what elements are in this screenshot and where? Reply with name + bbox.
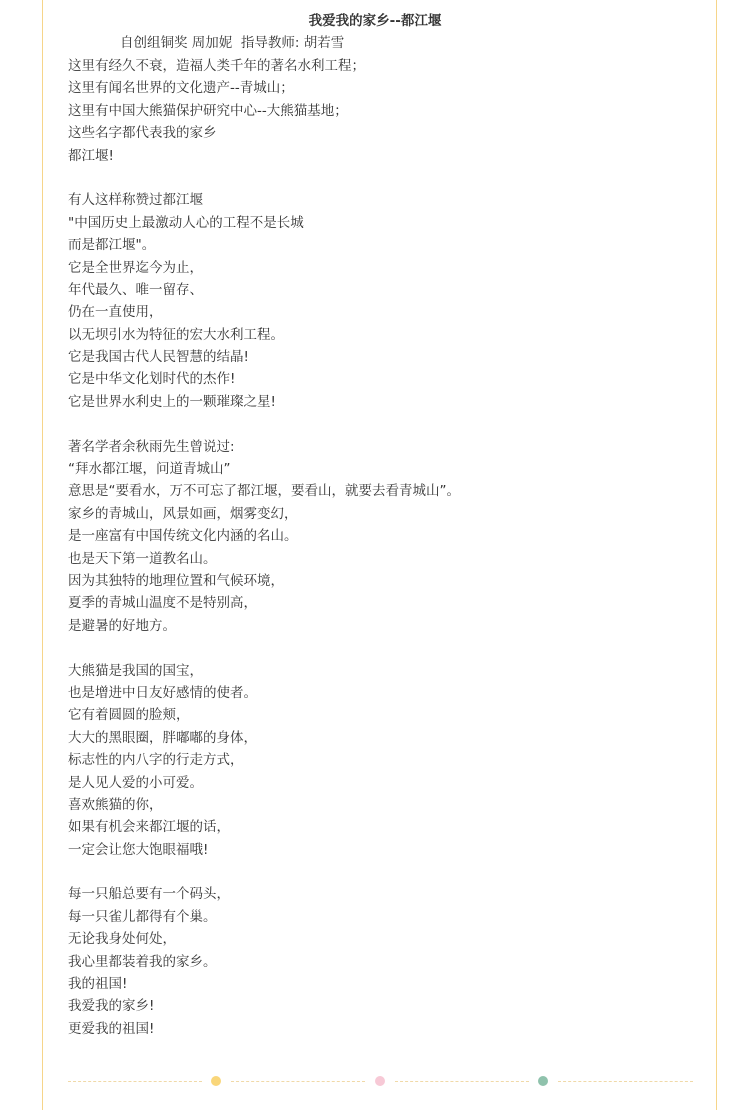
poem-line: 也是增进中日友好感情的使者。 — [68, 684, 257, 701]
poem-line: 是人见人爱的小可爱。 — [68, 774, 203, 791]
poem-line: 如果有机会来都江堰的话， — [68, 819, 230, 836]
divider-dash — [558, 1081, 693, 1082]
poem-line: 我心里都装着我的家乡。 — [68, 953, 217, 970]
poem-line: 喜欢熊猫的你， — [68, 796, 163, 813]
poem-line: “拜水都江堰，问道青城山” — [68, 461, 231, 478]
poem-line: 一定会让您大饱眼福哦! — [68, 841, 209, 858]
poem-line: 家乡的青城山，风景如画，烟雾变幻， — [68, 505, 298, 522]
poem-body — [68, 55, 728, 1040]
poem-line: 也是天下第一道教名山。 — [68, 550, 217, 567]
divider-dash — [68, 1081, 202, 1082]
poem-line: 每一只船总要有一个码头， — [68, 886, 230, 903]
poem-line: 这里有经久不衰，造福人类千年的著名水利工程； — [68, 58, 365, 74]
poem-line: 仍在一直使用， — [68, 304, 163, 321]
poem-line: 著名学者余秋雨先生曾说过: — [68, 438, 235, 455]
poem-line: 它是中华文化划时代的杰作! — [68, 371, 236, 388]
poem-line: 是一座富有中国传统文化内涵的名山。 — [68, 528, 298, 545]
poem-line: 无论我身处何处， — [68, 931, 176, 948]
author-line: 自创组铜奖 周加妮 指导教师: 胡若雪 — [120, 35, 345, 51]
poem-line: 我的祖国! — [68, 976, 128, 993]
poem-line: 而是都江堰"。 — [68, 237, 156, 254]
poem-line — [68, 637, 728, 659]
divider-dash — [395, 1081, 529, 1082]
divider-dash — [231, 1081, 365, 1082]
poem-line: 它是全世界迄今为止， — [68, 259, 203, 276]
footer-divider — [68, 1076, 693, 1086]
poem-line: 是避暑的好地方。 — [68, 617, 176, 634]
poem-line: 年代最久、唯一留存、 — [68, 281, 203, 298]
poem-line: 有人这样称赞过都江堰 — [68, 192, 203, 209]
poem-line: 夏季的青城山温度不是特别高， — [68, 595, 257, 612]
poem-line: 因为其独特的地理位置和气候环境， — [68, 572, 284, 589]
poem-line — [68, 413, 728, 435]
poem-line: 它有着圆圆的脸颊， — [68, 707, 190, 724]
poem-line: 意思是“要看水，万不可忘了都江堰，要看山，就要去看青城山”。 — [68, 483, 460, 500]
poem-line: 以无坝引水为特征的宏大水利工程。 — [68, 326, 284, 343]
poem-line: 我爱我的家乡! — [68, 998, 155, 1015]
poem-line: "中国历史上最激动人心的工程不是长城 — [68, 214, 304, 231]
poem-line — [68, 167, 728, 189]
poem-line: 这里有闻名世界的文化遗产--青城山； — [68, 80, 294, 97]
poem-line: 更爱我的祖国! — [68, 1020, 155, 1037]
divider-dot — [375, 1076, 385, 1086]
divider-dot — [211, 1076, 221, 1086]
poem-line: 每一只雀儿都得有个巢。 — [68, 908, 217, 925]
divider-dot — [538, 1076, 548, 1086]
poem-line: 大熊猫是我国的国宝， — [68, 662, 203, 679]
poem-line: 都江堰! — [68, 147, 114, 164]
poem-line — [68, 861, 728, 883]
poem-line: 标志性的内八字的行走方式， — [68, 752, 244, 769]
article-title: 我爱我的家乡--都江堰 — [308, 13, 442, 29]
poem-line: 这里有中国大熊猫保护研究中心--大熊猫基地； — [68, 102, 348, 119]
poem-line: 大大的黑眼圈，胖嘟嘟的身体， — [68, 729, 257, 746]
poem-line: 它是我国古代人民智慧的结晶! — [68, 349, 249, 366]
poem-line: 这些名字都代表我的家乡 — [68, 125, 217, 142]
poem-line: 它是世界水利史上的一颗璀璨之星! — [68, 393, 276, 410]
